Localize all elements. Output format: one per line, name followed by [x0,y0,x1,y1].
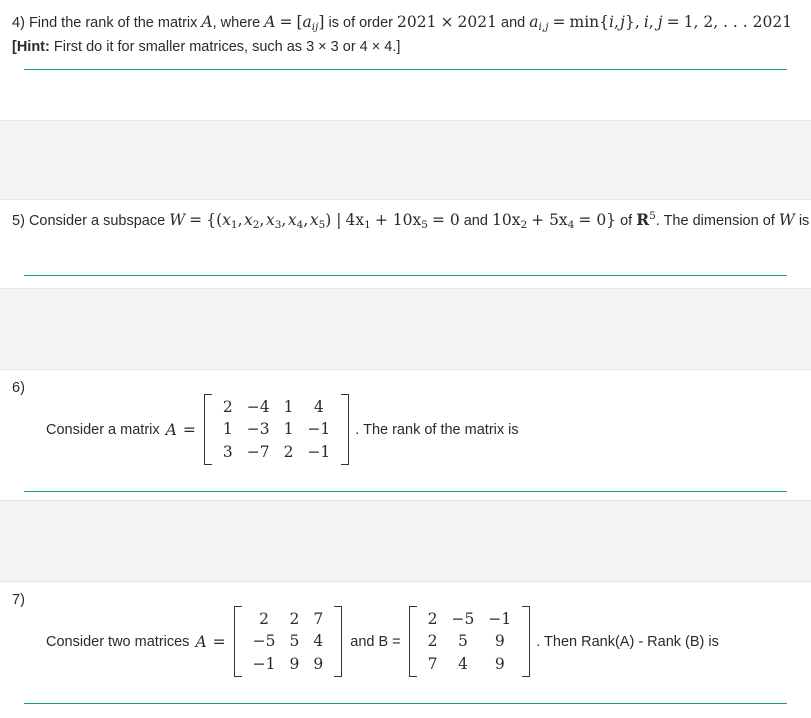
question-5-w: W [169,211,186,229]
question-4-ij2: i,j [538,20,549,33]
matrix-bracket-left [204,394,212,465]
question-6-lead: Consider a matrix [46,421,160,438]
question-4-bracket-open: [ [296,13,303,31]
matrix-cell: 2 [289,610,300,628]
question-5-x1: x [222,211,231,229]
matrix-cell: 2 [283,442,294,461]
matrix-cell: −1 [307,442,331,461]
question-4-equals3: = [666,13,680,31]
question-5-setopen: {( [206,211,223,229]
question-5-eq2b-sub: 4 [567,218,575,231]
question-5-x1-sub: 1 [230,218,238,231]
question-4-number: 4) [12,15,25,31]
question-4-i: i [609,13,614,31]
question-5-reals: R [636,210,650,229]
matrix-cell: 9 [289,654,300,673]
question-4-text [12,10,799,35]
matrix-cell: 2 [259,610,269,628]
question-5-tail: . The dimension of [655,213,775,229]
question-4-var-a: A [201,13,213,31]
question-4-a2: a [529,13,539,31]
matrix-cell: 2 [427,610,438,628]
question-6-matrix [204,394,349,465]
question-5-eq1a: 4x [345,211,365,229]
question-7-matrix-b [409,606,531,677]
question-5-w2: W [778,211,795,229]
question-5-eq2a: 10x [491,211,521,229]
question-4-lead: Find the rank of the matrix [28,15,198,31]
matrix-cell: −1 [307,420,331,439]
question-7-lead: Consider two matrices [46,633,190,650]
matrix-bracket-left [234,606,242,677]
matrix-cell: 3 [222,442,233,461]
question-5-answer-line[interactable] [24,275,787,276]
matrix-cell: 2 [222,398,233,416]
matrix-cell: 1 [222,420,233,439]
question-5-lead: Consider a subspace [28,213,166,229]
question-7-number: 7) [12,592,25,608]
matrix-cell: 7 [313,610,324,628]
answer-band-2 [0,288,811,370]
matrix-bracket-right [341,394,349,465]
matrix-cell: 5 [458,632,468,651]
question-4-equals: = [279,13,293,31]
question-5-eq2a-sub: 2 [520,218,528,231]
question-6-matrix-label: A [165,420,177,439]
question-4-comma-where: , where [212,15,261,31]
matrix-cell: 1 [283,398,294,416]
question-7-row [30,606,799,677]
question-7-matrix-a-label: A [195,632,207,651]
matrix-cell: −1 [488,610,512,628]
question-5-and: and [463,213,488,229]
question-5-x3: x [265,211,275,229]
question-5-reals-power: 5 [649,210,656,223]
question-4-list: 1, 2, . . . 2021 [683,13,793,31]
matrix-cell: −7 [246,442,270,461]
matrix-cell: 9 [494,654,505,673]
question-4-order-text: is of order [328,15,393,31]
matrix-cell: 5 [289,632,300,651]
question-7-answer-line[interactable] [24,703,787,704]
question-5-setmid: ) | [325,211,342,229]
question-7-matrix-a [234,606,343,677]
question-5-eq1a-sub: 1 [364,218,371,231]
question-6-answer-line[interactable] [24,491,787,492]
question-5-text: 5) Consider a subspace $W = \{(x_1$, $x_2$, $x_3$, $x_4$, $x_5$) | $4x_1 + 10x_5 = 0$ and $10x_2 + 5x_4 = 0$} of $R^5$. The dimension of W is [12,210,810,231]
question-5-block [0,198,811,276]
matrix-cell: −4 [246,398,270,416]
question-6-number: 6) [12,380,25,396]
question-4-bracket-close: ] [318,13,325,31]
matrix-cell: 9 [494,632,505,651]
question-5-eq1b: + 10x [374,211,422,229]
question-7-mid: and B = [350,633,401,650]
matrix-cell: 1 [283,420,294,439]
question-5-x3-sub: 3 [274,218,282,231]
question-7-block [0,580,811,704]
question-4-times: × [440,13,454,31]
matrix-cell: 4 [313,632,324,651]
matrix-bracket-right [334,606,342,677]
question-4-and: and [501,15,526,31]
question-4-n2: 2021 [457,13,497,31]
question-6-block [0,368,811,492]
question-5-of: of [620,213,633,229]
matrix-cell: −3 [246,420,270,439]
question-5-number: 5) [12,213,25,229]
question-5-x5: x [309,211,319,229]
question-6-row [30,394,799,465]
question-5-x2: x [244,211,253,229]
question-5-x4-sub: 4 [296,218,304,231]
question-4-comma2: , [634,13,640,31]
matrix-cell: −5 [252,632,276,651]
question-4-hint-text: First do it for smaller matrices, such as 3 × 3 or 4 × 4.] [53,39,401,56]
question-4-n1: 2021 [397,13,437,31]
question-6-equals: = [182,420,196,439]
matrix-cell: −5 [451,610,475,628]
answer-band-1 [0,120,811,200]
question-5-eq2b: + 5x [531,211,568,229]
question-4-comma3: , [648,13,654,31]
question-5-x5-sub: 5 [318,218,326,231]
question-4-min: min [569,13,600,31]
question-4-comma: , [614,13,619,31]
question-4-setclose: } [624,13,635,31]
question-4-hint-label: [Hint: [12,39,50,56]
matrix-bracket-right [522,606,530,677]
question-5-is: is [798,213,810,229]
question-4-var-a2: A [264,13,276,31]
matrix-cell: 9 [313,654,324,673]
question-5-x4: x [287,211,297,229]
question-5-equals: = [189,211,203,229]
answer-band-3 [0,500,811,582]
matrix-cell: 4 [458,654,468,673]
question-4-i2: i [643,13,649,31]
question-6-trail: . The rank of the matrix is [355,421,519,438]
question-4-a: a [302,13,312,31]
question-5-eq1b-sub: 5 [421,218,428,231]
matrix-bracket-left [409,606,417,677]
matrix-cell: 2 [427,632,438,651]
question-5-eq2-zero: = 0} [578,211,617,229]
question-7-equals: = [212,632,226,651]
question-4-answer-line[interactable] [24,69,787,70]
question-4-equals2: = [552,13,566,31]
question-4-setopen: { [599,13,610,31]
question-4-j2: j [657,13,663,31]
matrix-cell: −1 [252,654,276,673]
question-5-eq1-zero: = 0 [431,211,460,229]
question-4-hint [12,37,799,59]
question-5-x2-sub: 2 [252,218,260,231]
question-7-trail: . Then Rank(A) - Rank (B) is [536,633,719,650]
question-4-block [0,0,811,70]
matrix-cell: 7 [427,654,438,673]
matrix-cell: 4 [313,398,324,416]
question-4-ij: ij [311,20,319,33]
question-4-j: j [620,13,625,31]
